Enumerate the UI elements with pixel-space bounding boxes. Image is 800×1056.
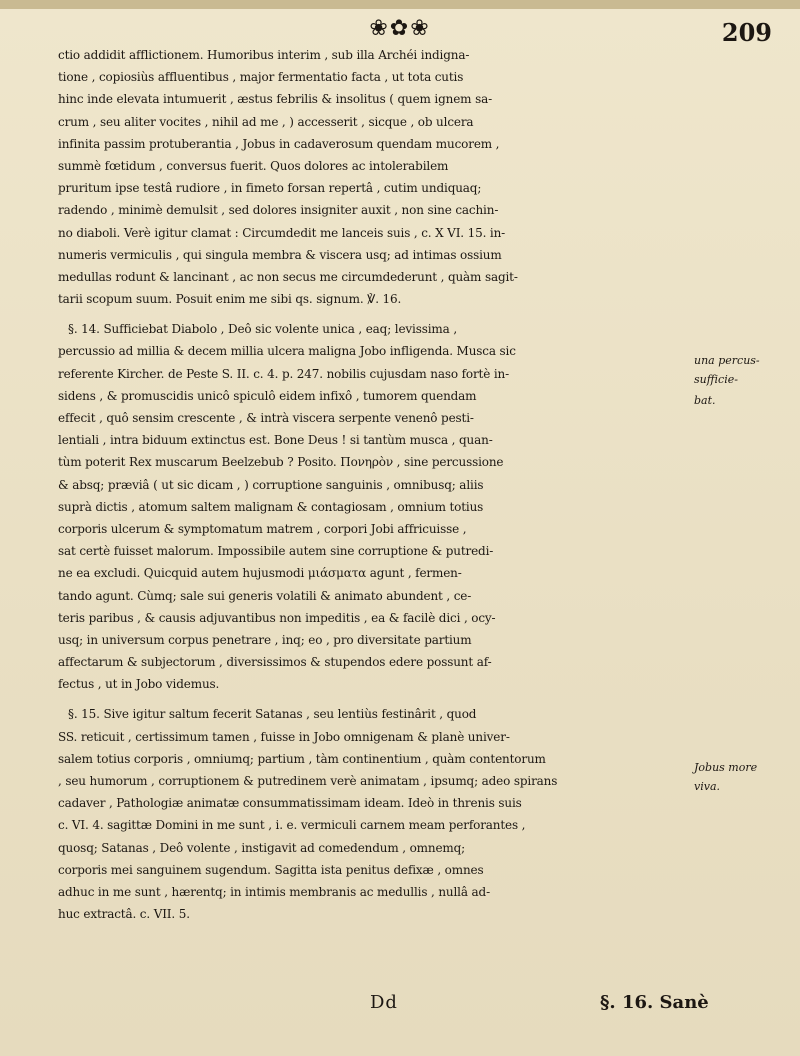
text-line: corporis ulcerum & symptomatum matrem , corpori Jobi affricuisse , bbox=[58, 521, 467, 536]
text-line: radendo , minimè demulsit , sed dolores insigniter auxit , non sine cachin- bbox=[58, 203, 499, 218]
text-line: SS. reticuit , certissimum tamen , fuisse in Jobo omnigenam & planè univer- bbox=[58, 729, 510, 744]
text-line: tione , copiosiùs affluentibus , major fermentatio facta , ut tota cutis bbox=[58, 70, 464, 85]
margin-note: Jobus more bbox=[694, 761, 758, 774]
text-line: teris paribus , & causis adjuvantibus non impeditis , ea & facilè dici , ocy- bbox=[58, 610, 496, 625]
page-edge bbox=[0, 0, 800, 9]
margin-note: una percus- bbox=[694, 354, 760, 367]
text-line: corporis mei sanguinem sugendum. Sagitta ista penitus defixæ , omnes bbox=[58, 862, 484, 877]
text-line: quosq; Satanas , Deô volente , instigavit ad comedendum , omnemq; bbox=[58, 840, 466, 855]
text-line: summè fœtidum , conversus fuerit. Quos dolores ac intolerabilem bbox=[58, 158, 449, 173]
text-line: infinita passim protuberantia , Jobus in cadaverosum quendam mucorem , bbox=[58, 136, 500, 151]
text-line: c. VI. 4. sagittæ Domini in me sunt , i. e. vermiculi carnem meam perforantes , bbox=[58, 818, 526, 833]
text-line: effecit , quô sensim crescente , & intrà viscera serpente venenô pesti- bbox=[58, 411, 474, 425]
text-line: salem totius corporis , omniumq; partium , tàm continentium , quàm contentorum bbox=[58, 751, 546, 766]
text-line: ctio addidit afflictionem. Humoribus interim , sub illa Archéi indigna- bbox=[58, 48, 470, 62]
text-line: hinc inde elevata intumuerit , æstus febrilis & insolitus ( quem ignem sa- bbox=[58, 92, 492, 107]
page-number: 209 bbox=[721, 18, 772, 47]
text-line: & absq; præviâ ( ut sic dicam , ) corruptione sanguinis , omnibusq; aliis bbox=[58, 477, 484, 492]
text-line: affectarum & subjectorum , diversissimos & stupendos edere possunt af- bbox=[58, 655, 492, 670]
margin-note: bat. bbox=[694, 394, 716, 407]
text-line: medullas rodunt & lancinant , ac non secus me circumdederunt , quàm sagit- bbox=[58, 269, 518, 284]
text-line: cadaver , Pathologiæ animatæ consummatissimam ideam. Ideò in threnis suis bbox=[58, 796, 522, 811]
text-line: tarii scopum suum. Posuit enim me sibi qs. signum. ℣. 16. bbox=[58, 292, 402, 307]
header-ornament: ❀✿❀ bbox=[369, 16, 431, 41]
margin-note: viva. bbox=[694, 780, 721, 793]
text-line: sat certè fuisset malorum. Impossibile autem sine corruptione & putredi- bbox=[58, 544, 494, 559]
text-line: suprà dictis , atomum saltem malignam & contagiosam , omnium totius bbox=[58, 499, 484, 514]
text-line: referente Kircher. de Peste S. II. c. 4. p. 247. nobilis cujusdam naso fortè in- bbox=[58, 366, 509, 381]
text-line: pruritum ipse testâ rudiore , in fimeto forsan repertâ , cutim undiquaq; bbox=[58, 181, 482, 196]
signature-mark: Dd bbox=[370, 992, 398, 1013]
text-line: sidens , & promuscidis unicô spiculô eidem infixô , tumorem quendam bbox=[58, 388, 477, 403]
text-line: tùm poterit Rex muscarum Beelzebub ? Posito. Πονηρὸν , sine percussione bbox=[58, 455, 504, 470]
text-line: huc extractâ. c. VII. 5. bbox=[58, 907, 190, 922]
catchword: §. 16. Sanè bbox=[600, 992, 709, 1013]
text-line: numeris vermiculis , qui singula membra & viscera usq; ad intimas ossium bbox=[58, 247, 502, 262]
text-line: fectus , ut in Jobo videmus. bbox=[58, 677, 220, 692]
text-line: usq; in universum corpus penetrare , inq; eo , pro diversitate partium bbox=[58, 632, 472, 647]
paragraph-14-start: §. 14. Sufficiebat Diabolo , Deô sic volente unica , eaq; levissima , bbox=[68, 322, 457, 337]
text-line: lentiali , intra biduum extinctus est. Bone Deus ! si tantùm musca , quan- bbox=[58, 433, 493, 448]
text-line: adhuc in me sunt , hærentq; in intimis membranis ac medullis , nullâ ad- bbox=[58, 884, 490, 899]
margin-note: sufficie- bbox=[694, 373, 738, 386]
page-footer bbox=[0, 992, 800, 1020]
text-line: ne ea excludi. Quicquid autem hujusmodi μιάσματα agunt , fermen- bbox=[58, 566, 462, 581]
body-text bbox=[58, 44, 690, 925]
text-line: percussio ad millia & decem millia ulcera maligna Jobo infligenda. Musca sic bbox=[58, 344, 516, 359]
paragraph-15-start: §. 15. Sive igitur saltum fecerit Satanas , seu lentiùs festinârit , quod bbox=[68, 707, 477, 722]
text-line: crum , seu aliter vocites , nihil ad me , ) accesserit , sicque , ob ulcera bbox=[58, 114, 474, 129]
text-line: no diaboli. Verè igitur clamat : Circumdedit me lanceis suis , c. X VI. 15. in- bbox=[58, 225, 506, 240]
text-line: tando agunt. Cùmq; sale sui generis volatili & animato abundent , ce- bbox=[58, 588, 472, 603]
text-line: , seu humorum , corruptionem & putredinem verè animatam , ipsumq; adeo spirans bbox=[58, 774, 558, 788]
